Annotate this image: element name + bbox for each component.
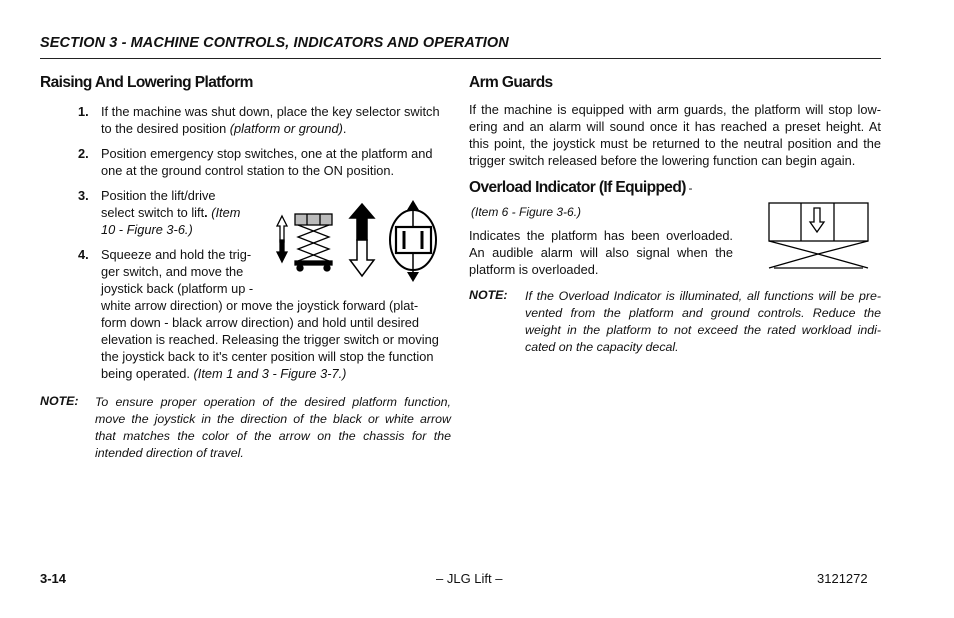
step-3-line-2: select switch to lift. (Item — [101, 205, 241, 220]
step-4-line-4: white arrow direction) or move the joystick forward (plat- — [101, 298, 419, 313]
note-left-line-3: that matches the color of the arrow on the chassis for the — [95, 429, 451, 443]
step-4-line-5: form down - black arrow direction) and hold until desired — [101, 315, 419, 330]
overload-line-3: platform is overloaded. — [469, 262, 599, 277]
overload-indicator-icon — [768, 202, 870, 270]
note-text-right — [525, 288, 881, 356]
step-2-line-1: Position emergency stop switches, one at the platform and — [101, 146, 433, 161]
step-3-line-3: 10 - Figure 3-6.) — [101, 222, 193, 237]
step-1-line-2: to the desired position (platform or ground). — [101, 121, 347, 136]
step-4-line-1: Squeeze and hold the trig- — [101, 247, 252, 262]
step-4-line-2: ger switch, and move the — [101, 264, 244, 279]
step-2-number: 2. — [78, 146, 89, 161]
overload-text — [469, 227, 733, 278]
footer-center: – JLG Lift – — [436, 571, 503, 586]
up-down-arrow-icon — [350, 204, 374, 276]
header-divider — [40, 58, 881, 59]
step-3-text — [101, 187, 240, 238]
document-number: 3121272 — [817, 571, 868, 586]
heading-arm-guards: Arm Guards — [469, 74, 553, 91]
note-right-line-2: vented from the platform and ground controls. Reduce the — [525, 306, 881, 320]
page-number: 3-14 — [40, 571, 67, 586]
step-3-number: 3. — [78, 188, 89, 203]
arm-guards-line-3: this point, the joystick must be returned to the neutral position and the — [469, 136, 881, 151]
step-4-line-7: the joystick back to it's center position will stop the function — [101, 349, 434, 364]
step-3-line-1: Position the lift/drive — [101, 188, 216, 203]
overload-line-2: An audible alarm will also signal when the — [469, 245, 733, 260]
note-label-right: NOTE: — [469, 288, 508, 302]
step-4-line-6: elevation is reached. Releasing the trigger switch or moving — [101, 332, 439, 347]
step-2-line-2: one at the ground control station to the ON position. — [101, 163, 395, 178]
joystick-selector-icon — [390, 200, 436, 282]
note-right-line-1: If the Overload Indicator is illuminated, all functions will be pre- — [525, 289, 881, 303]
heading-raising-lowering: Raising And Lowering Platform — [40, 74, 253, 91]
note-text-left — [95, 394, 451, 462]
note-left-line-1: To ensure proper operation of the desired platform function, — [95, 395, 451, 409]
step-1-number: 1. — [78, 104, 89, 119]
control-symbols-figure — [268, 200, 452, 284]
step-4-line-8: being operated. (Item 1 and 3 - Figure 3-7.) — [101, 366, 347, 381]
heading-overload-indicator: Overload Indicator (If Equipped) - — [469, 179, 692, 196]
note-label-left: NOTE: — [40, 394, 79, 408]
section-title: SECTION 3 - MACHINE CONTROLS, INDICATORS AND OPERATION — [40, 35, 509, 51]
note-left-line-2: move the joystick in the direction of the black or white arrow — [95, 412, 451, 426]
note-right-line-3: weight in the platform to not exceed the rated workload indi- — [525, 323, 881, 337]
overload-item-ref: (Item 6 - Figure 3-6.) — [471, 205, 582, 219]
step-2-text — [101, 145, 432, 179]
note-left-line-4: intended direction of travel. — [95, 446, 244, 460]
arm-guards-line-2: ering and an alarm will sound once it has reached a preset height. At — [469, 119, 881, 134]
step-4-number: 4. — [78, 247, 89, 262]
step-4-line-3: joystick back (platform up - — [101, 281, 254, 296]
overload-line-1: Indicates the platform has been overloaded. — [469, 228, 733, 243]
scissor-lift-up-down-icon — [295, 214, 332, 271]
arm-guards-text — [469, 101, 881, 169]
arm-guards-line-4: trigger switch released before the lowering function can begin again. — [469, 153, 856, 168]
lift-up-down-small-arrows — [277, 216, 287, 262]
step-1-line-1: If the machine was shut down, place the key selector switch — [101, 104, 440, 119]
arm-guards-line-1: If the machine is equipped with arm guards, the platform will stop low- — [469, 102, 881, 117]
note-right-line-4: cated on the capacity decal. — [525, 340, 679, 354]
step-1-text — [101, 103, 440, 137]
